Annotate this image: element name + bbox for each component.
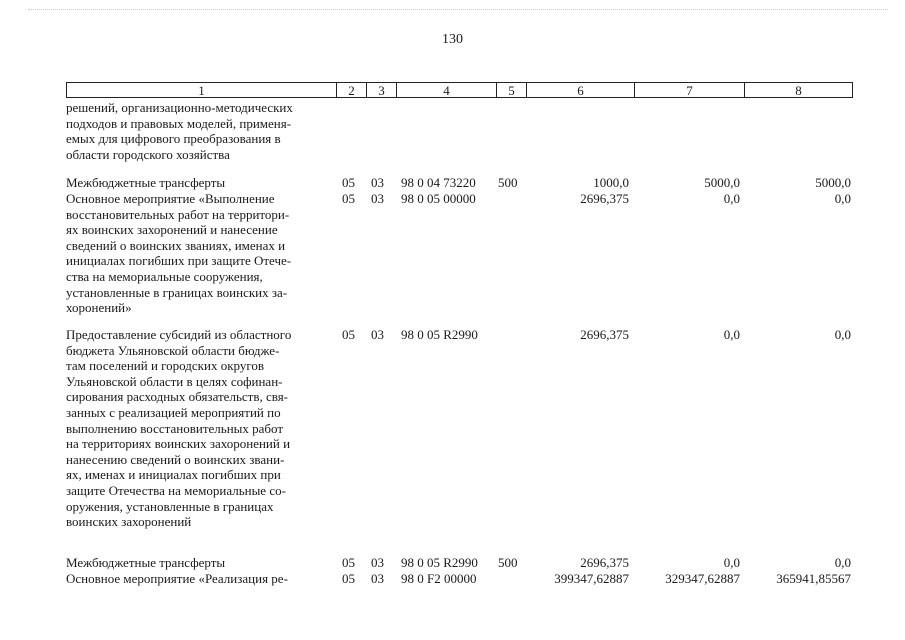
amount-col-6: 2696,375	[580, 191, 629, 206]
description-line: выполнению восстановительных работ	[66, 420, 284, 436]
target-article-code: 98 0 05 R2990	[401, 327, 478, 342]
amount-col-7: 0,0	[723, 555, 740, 570]
scan-edge-line	[28, 9, 888, 11]
description-line: хоронений»	[66, 300, 132, 316]
row-description	[66, 327, 330, 530]
description-line: решений, организационно-методических	[66, 100, 293, 115]
row-description	[66, 191, 330, 316]
subsection-code: 03	[371, 327, 384, 342]
header-col-3: 3	[366, 83, 396, 97]
description-line: воинских захоронений	[66, 514, 192, 530]
subsection-code: 03	[371, 555, 384, 570]
amount-col-7: 5000,0	[704, 175, 740, 190]
amount-col-6: 2696,375	[580, 327, 629, 342]
subsection-code: 03	[371, 571, 384, 586]
description-line: защите Отечества на мемориальные со-	[66, 482, 286, 498]
expense-type-code: 500	[498, 555, 518, 570]
section-code: 05	[342, 191, 355, 206]
description-line: сирования расходных обязательств, свя-	[66, 389, 289, 405]
subsection-code: 03	[371, 175, 384, 190]
description-line: на территориях воинских захоронений и	[66, 436, 291, 452]
description-line: подходов и правовых моделей, применя-	[66, 115, 292, 131]
page-number: 130	[442, 32, 463, 47]
description-line: ях, именах и инициалах погибших при	[66, 467, 281, 483]
header-col-5: 5	[496, 83, 526, 97]
amount-col-6: 399347,62887	[554, 571, 629, 586]
description-line: инициалах погибших при защите Отече-	[66, 253, 292, 269]
row-description	[66, 100, 330, 162]
header-col-4: 4	[396, 83, 496, 97]
target-article-code: 98 0 05 00000	[401, 191, 476, 206]
description-line: сведений о воинских званиях, именах и	[66, 237, 286, 253]
description-line: там поселений и городских округов	[66, 358, 264, 374]
description-line: области городского хозяйства	[66, 146, 230, 162]
amount-col-6: 2696,375	[580, 555, 629, 570]
amount-col-8: 0,0	[834, 327, 851, 342]
expense-type-code: 500	[498, 175, 518, 190]
section-code: 05	[342, 327, 355, 342]
amount-col-7: 0,0	[723, 191, 740, 206]
subsection-code: 03	[371, 191, 384, 206]
header-col-1: 1	[198, 83, 205, 98]
description-line: нанесению сведений о воинских звани-	[66, 451, 285, 467]
amount-col-6: 1000,0	[593, 175, 629, 190]
description-line: оружения, установленные в границах	[66, 498, 274, 514]
amount-col-7: 329347,62887	[665, 571, 740, 586]
description-line: Межбюджетные трансферты	[66, 175, 226, 190]
description-line: ях воинских захоронений и нанесение	[66, 222, 278, 238]
description-line: Основное мероприятие «Реализация ре-	[66, 571, 288, 586]
description-line: емых для цифрового преобразования в	[66, 131, 281, 147]
header-col-2: 2	[336, 83, 366, 97]
section-code: 05	[342, 175, 355, 190]
description-line: установленные в границах воинских за-	[66, 284, 288, 300]
header-col-6: 6	[526, 83, 634, 97]
section-code: 05	[342, 571, 355, 586]
amount-col-8: 0,0	[834, 191, 851, 206]
header-col-8: 8	[744, 83, 852, 97]
amount-col-8: 365941,85567	[776, 571, 851, 586]
description-line: занных с реализацией мероприятий по	[66, 404, 281, 420]
row-description	[66, 175, 330, 191]
amount-col-8: 5000,0	[815, 175, 851, 190]
section-code: 05	[342, 555, 355, 570]
amount-col-8: 0,0	[834, 555, 851, 570]
description-line: Предоставление субсидий из областного	[66, 327, 292, 342]
description-line: Межбюджетные трансферты	[66, 555, 226, 570]
target-article-code: 98 0 F2 00000	[401, 571, 477, 586]
row-description	[66, 555, 330, 571]
table-header-row	[66, 82, 853, 98]
row-description	[66, 571, 330, 587]
description-line: восстановительных работ на территори-	[66, 206, 290, 222]
description-line: ства на мемориальные сооружения,	[66, 268, 263, 284]
amount-col-7: 0,0	[723, 327, 740, 342]
description-line: бюджета Ульяновской области бюдже-	[66, 342, 280, 358]
description-line: Ульяновской области в целях софинан-	[66, 373, 283, 389]
header-col-7: 7	[634, 83, 744, 97]
target-article-code: 98 0 05 R2990	[401, 555, 478, 570]
target-article-code: 98 0 04 73220	[401, 175, 476, 190]
description-line: Основное мероприятие «Выполнение	[66, 191, 275, 206]
